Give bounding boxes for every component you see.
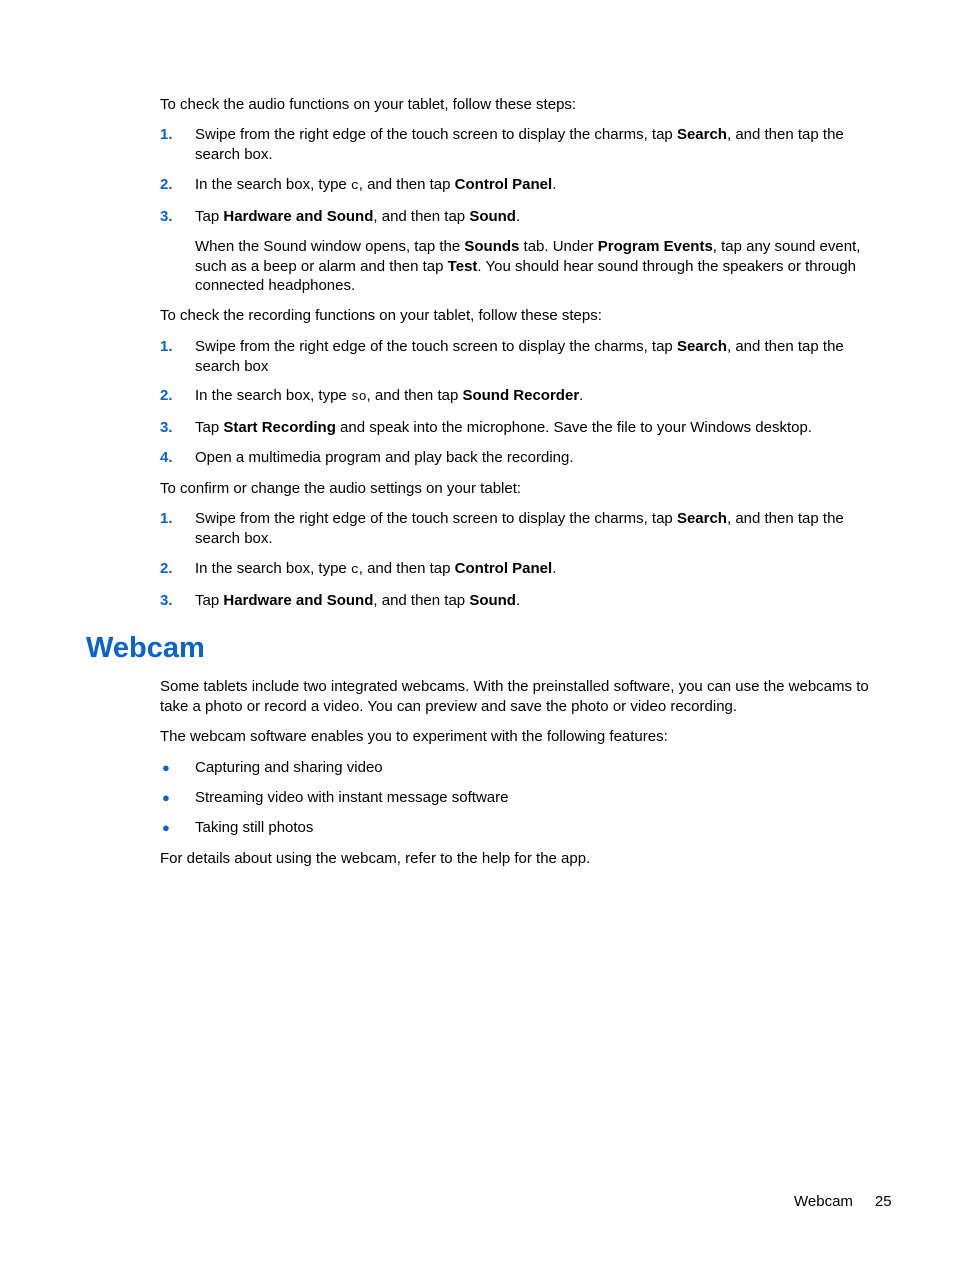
step-number: 1.	[160, 126, 173, 143]
step-number: 3.	[160, 592, 173, 609]
step-number: 2.	[160, 176, 173, 193]
feature-list-item: ● Streaming video with instant message software	[162, 789, 509, 806]
webcam-paragraph-1: Some tablets include two integrated webcams. With the preinstalled software, you can use the webcams to take a photo or record a video. You can preview and save the photo or video recording.	[160, 678, 869, 715]
step-number: 1.	[160, 338, 173, 355]
recording-step-4: 4. Open a multimedia program and play back the recording.	[160, 449, 574, 466]
footer-section-title: Webcam	[794, 1193, 853, 1210]
bullet-icon: ●	[162, 790, 170, 805]
audio-step-1: 1. Swipe from the right edge of the touch screen to display the charms, tap Search, and then tap the search box.	[160, 126, 844, 163]
recording-intro: To check the recording functions on your tablet, follow these steps:	[160, 307, 602, 324]
step-number: 3.	[160, 208, 173, 225]
settings-step-1: 1. Swipe from the right edge of the touch screen to display the charms, tap Search, and then tap the search box.	[160, 510, 844, 547]
step-number: 2.	[160, 560, 173, 577]
page-footer	[794, 1192, 892, 1212]
bullet-icon: ●	[162, 760, 170, 775]
settings-step-2: 2. In the search box, type c, and then tap Control Panel.	[160, 560, 557, 577]
page-number: 25	[874, 1193, 892, 1210]
audio-step-2: 2. In the search box, type c, and then tap Control Panel.	[160, 176, 557, 193]
recording-step-3: 3. Tap Start Recording and speak into the microphone. Save the file to your Windows desktop.	[160, 419, 812, 436]
section-heading-webcam: Webcam	[86, 632, 205, 664]
recording-step-1: 1. Swipe from the right edge of the touch screen to display the charms, tap Search, and then tap the search box	[160, 338, 844, 375]
feature-list-item: ● Taking still photos	[162, 819, 314, 836]
settings-step-3: 3. Tap Hardware and Sound, and then tap Sound.	[160, 592, 521, 609]
step-number: 1.	[160, 510, 173, 527]
step-number: 3.	[160, 419, 173, 436]
recording-step-2: 2. In the search box, type so, and then tap Sound Recorder.	[160, 387, 584, 404]
step-number: 2.	[160, 387, 173, 404]
audio-intro: To check the audio functions on your tablet, follow these steps:	[160, 96, 577, 113]
webcam-paragraph-3: For details about using the webcam, refer to the help for the app.	[160, 850, 591, 867]
bullet-icon: ●	[162, 820, 170, 835]
webcam-paragraph-2: The webcam software enables you to experiment with the following features:	[160, 728, 668, 745]
audio-step-3: 3. Tap Hardware and Sound, and then tap Sound.	[160, 208, 521, 225]
step-number: 4.	[160, 449, 173, 466]
settings-intro: To confirm or change the audio settings on your tablet:	[160, 480, 522, 497]
audio-step-3-note: When the Sound window opens, tap the Sounds tab. Under Program Events, tap any sound event, such as a beep or alarm and then tap Test. You should hear sound through the speakers or through connected headphones.	[195, 238, 861, 294]
feature-list-item: ● Capturing and sharing video	[162, 759, 383, 776]
